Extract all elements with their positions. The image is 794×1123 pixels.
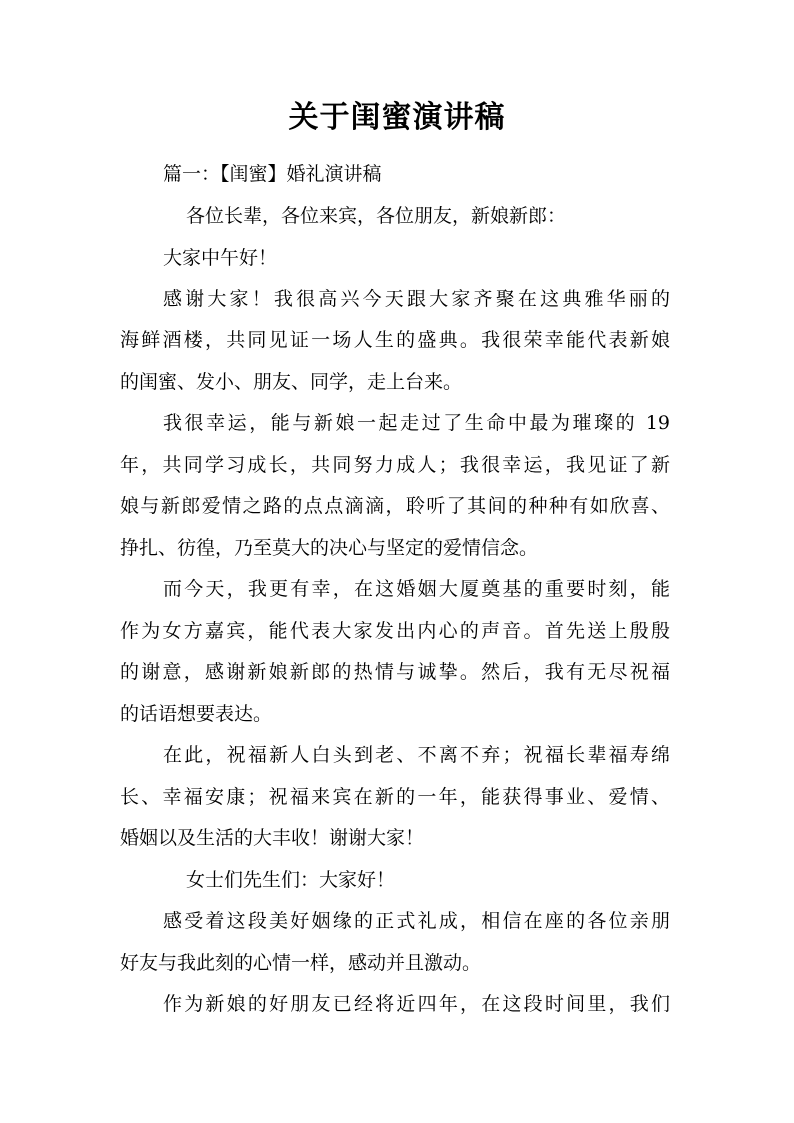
text-line: 的谢意，感谢新娘新郎的热情与诚挚。然后，我有无尽祝福	[120, 661, 670, 683]
text-line: 的闺蜜、发小、朋友、同学，走上台来。	[120, 371, 463, 393]
text-line: 娘与新郎爱情之路的点点滴滴，聆听了其间的种种有如欣喜、	[120, 495, 670, 517]
text-line: 作为女方嘉宾，能代表大家发出内心的声音。首先送上殷殷	[120, 620, 670, 642]
text-line: 海鲜酒楼，共同见证一场人生的盛典。我很荣幸能代表新娘	[120, 329, 670, 351]
text-line: 大家中午好！	[163, 247, 278, 269]
section-heading: 篇一：【闺蜜】婚礼演讲稿	[163, 163, 382, 185]
text-line: 感受着这段美好姻缘的正式礼成，相信在座的各位亲朋	[163, 910, 670, 932]
text-line: 长、幸福安康；祝福来宾在新的一年，能获得事业、爱情、	[120, 786, 670, 808]
text-line: 而今天，我更有幸，在这婚姻大厦奠基的重要时刻，能	[163, 578, 670, 600]
text-line: 女士们先生们：大家好！	[186, 869, 396, 891]
text-line: 挣扎、彷徨，乃至莫大的决心与坚定的爱情信念。	[120, 537, 539, 559]
text-line: 感谢大家！我很高兴今天跟大家齐聚在这典雅华丽的	[163, 288, 670, 310]
text-line: 各位长辈，各位来宾，各位朋友，新娘新郎：	[186, 205, 567, 227]
text-line: 好友与我此刻的心情一样，感动并且激动。	[120, 952, 482, 974]
text-line: 年，共同学习成长，共同努力成人；我很幸运，我见证了新	[120, 454, 670, 476]
text-line: 婚姻以及生活的大丰收！谢谢大家！	[120, 827, 425, 849]
document-title: 关于闺蜜演讲稿	[288, 100, 506, 135]
text-line: 在此，祝福新人白头到老、不离不弃；祝福长辈福寿绵	[163, 744, 670, 766]
text-line: 作为新娘的好朋友已经将近四年，在这段时间里，我们	[163, 993, 670, 1015]
text-line: 的话语想要表达。	[120, 703, 273, 725]
text-line: 我很幸运，能与新娘一起走过了生命中最为璀璨的 19	[163, 412, 670, 434]
